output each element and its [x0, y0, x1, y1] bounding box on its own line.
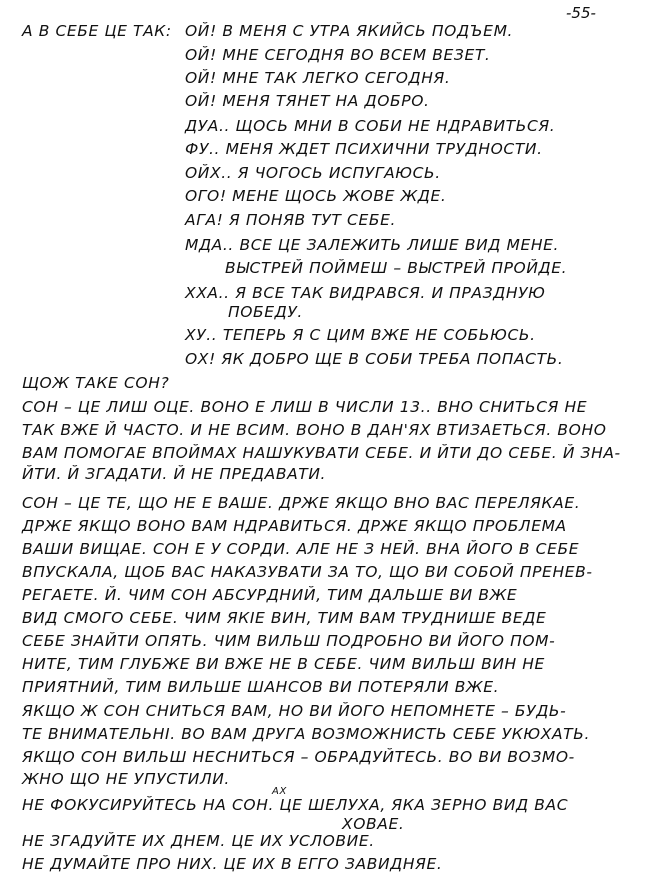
exclamation-line: ОХ! ЯК ДОБРО ЩЕ В СОБИ ТРЕБА ПОПАСТЬ.	[185, 350, 564, 368]
exclamation-line: ОГО! МЕНЕ ЩОСЬ ЖОВЕ ЖДЕ.	[185, 187, 447, 205]
exclamation-line: ОЙ! В МЕНЯ С УТРА ЯКИЙСЬ ПОДЪЕМ.	[185, 22, 514, 40]
paragraph-line: ЖНО ЩО НЕ УПУСТИЛИ.	[22, 770, 230, 788]
exclamation-line: МДА.. ВСЕ ЦЕ ЗАЛЕЖИТЬ ЛИШЕ ВИД МЕНЕ.	[185, 236, 560, 254]
exclamation-line: ХУ.. ТЕПЕРЬ Я С ЦИМ ВЖЕ НЕ СОБЬЮСЬ.	[185, 326, 536, 344]
paragraph-line: ПРИЯТНИЙ, ТИМ ВИЛЬШЕ ШАНСОВ ВИ ПОТЕРЯЛИ ВЖЕ.	[22, 678, 500, 696]
paragraph-line: ДРЖЕ ЯКЩО ВОНО ВАМ НДРАВИТЬСЯ. ДРЖЕ ЯКЩО ПРОБЛЕМА	[22, 517, 567, 535]
closing-line: НЕ ФОКУСИРУЙТЕСЬ НА СОН. ЦЕ ШЕЛУХА, ЯКА ЗЕРНО ВИД ВАС	[22, 796, 569, 814]
paragraph-line: НИТЕ, ТИМ ГЛУБЖЕ ВИ ВЖЕ НЕ В СЕБЕ. ЧИМ ВИЛЬШ ВИН НЕ	[22, 655, 545, 673]
exclamation-line: ОЙ! МЕНЯ ТЯНЕТ НА ДОБРО.	[185, 92, 430, 110]
exclamation-line: АГА! Я ПОНЯВ ТУТ СЕБЕ.	[185, 211, 396, 229]
paragraph-line: ЯКЩО СОН ВИЛЬШ НЕСНИТЬСЯ – ОБРАДУЙТЕСЬ. ВО ВИ ВОЗМО-	[22, 748, 575, 766]
paragraph-line: СЕБЕ ЗНАЙТИ ОПЯТЬ. ЧИМ ВИЛЬШ ПОДРОБНО ВИ ЙОГО ПОМ-	[22, 632, 556, 650]
paragraph-line: ВПУСКАЛА, ЩОБ ВАС НАКАЗУВАТИ ЗА ТО, ЩО ВИ СОБОЙ ПРЕНЕВ-	[22, 563, 593, 581]
exclamation-line: ОЙ! МНЕ СЕГОДНЯ ВО ВСЕМ ВЕЗЕТ.	[185, 46, 491, 64]
exclamation-line: ФУ.. МЕНЯ ЖДЕТ ПСИХИЧНИ ТРУДНОСТИ.	[185, 140, 543, 158]
paragraph-line: ВИД СМОГО СЕБЕ. ЧИМ ЯКІЕ ВИН, ТИМ ВАМ ТРУДНИШЕ ВЕДЕ	[22, 609, 547, 627]
paragraph-line: ВАШИ ВИЩАЕ. СОН Е У СОРДИ. АЛЕ НЕ З НЕЙ. ВНА ЙОГО В СЕБЕ	[22, 540, 580, 558]
paragraph-line: ТАК ВЖЕ Й ЧАСТО. И НЕ ВСИМ. ВОНО В ДАН'ЯХ ВТИЗАЕТЬСЯ. ВОНО	[22, 421, 607, 439]
exclamation-line: ПОБЕДУ.	[228, 303, 303, 321]
exclamation-line: ОЙХ.. Я ЧОГОСЬ ИСПУГАЮСЬ.	[185, 164, 441, 182]
closing-superscript: АХ	[272, 786, 287, 797]
exclamation-line: ДУА.. ЩОСЬ МНИ В СОБИ НЕ НДРАВИТЬСЯ.	[185, 117, 556, 135]
exclamation-line: ВЫСТРЕЙ ПОЙМЕШ – ВЫСТРЕЙ ПРОЙДЕ.	[225, 259, 568, 277]
closing-line: НЕ ЗГАДУЙТЕ ИХ ДНЕМ. ЦЕ ИХ УСЛОВИЕ.	[22, 832, 375, 850]
section-question: ЩОЖ ТАКЕ СОН?	[22, 374, 170, 392]
paragraph-line: СОН – ЦЕ ТЕ, ЩО НЕ Е ВАШЕ. ДРЖЕ ЯКЩО ВНО ВАС ПЕРЕЛЯКАЕ.	[22, 494, 581, 512]
intro-line: А В СЕБЕ ЦЕ ТАК:	[22, 22, 172, 40]
paragraph-line: РЕГАЕТЕ. Й. ЧИМ СОН АБСУРДНИЙ, ТИМ ДАЛЬШЕ ВИ ВЖЕ	[22, 586, 518, 604]
exclamation-line: ОЙ! МНЕ ТАК ЛЕГКО СЕГОДНЯ.	[185, 69, 451, 87]
page-number: -55-	[566, 4, 596, 22]
paragraph-line: СОН – ЦЕ ЛИШ ОЦЕ. ВОНО Е ЛИШ В ЧИСЛИ 13.. ВНО СНИТЬСЯ НЕ	[22, 398, 588, 416]
closing-line: НЕ ДУМАЙТЕ ПРО НИХ. ЦЕ ИХ В ЕГГО ЗАВИДНЯЕ.	[22, 855, 443, 873]
paragraph-line: ТЕ ВНИМАТЕЛЬНІ. ВО ВАМ ДРУГА ВОЗМОЖНИСТЬ СЕБЕ УКЮХАТЬ.	[22, 725, 590, 743]
exclamation-line: ХХА.. Я ВСЕ ТАК ВИДРАВСЯ. И ПРАЗДНУЮ	[185, 284, 546, 302]
paragraph-line: ЙТИ. Й ЗГАДАТИ. Й НЕ ПРЕДАВАТИ.	[22, 465, 327, 483]
closing-continuation: ХОВАЕ.	[342, 815, 405, 833]
paragraph-line: ЯКЩО Ж СОН СНИТЬСЯ ВАМ, НО ВИ ЙОГО НЕПОМНЕТЕ – БУДЬ-	[22, 702, 567, 720]
paragraph-line: ВАМ ПОМОГАЕ ВПОЙМАХ НАШУКУВАТИ СЕБЕ. И ЙТИ ДО СЕБЕ. Й ЗНА-	[22, 444, 621, 462]
